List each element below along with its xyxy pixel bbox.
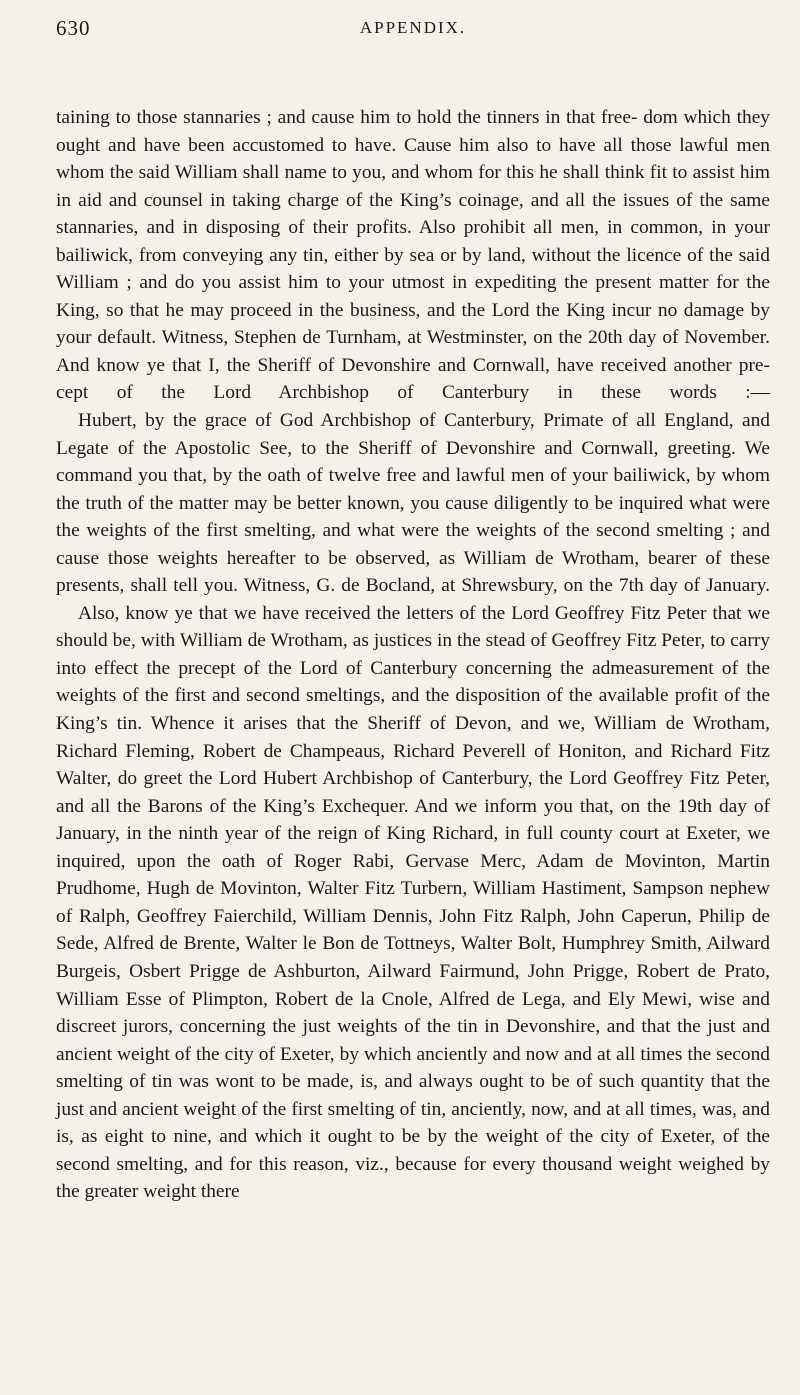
running-title: APPENDIX.: [359, 18, 467, 37]
paragraph-archbishop-writ: Hubert, by the grace of God Archbishop of Canterbury, Primate of all England, and Legate of the Apostolic See, to the Sheriff of Devonshire and Cornwall, greeting. We command you that, by the oath of twelve free and lawful men of your bailiwick, by whom the truth of the matter may be better known, you cause diligently to be inquired what were the weights of the first smelting, and what were the weights of the second smelting ; and cause those weights hereafter to be observed, as William de Wrotham, bearer of these presents, shall tell you. Witness, G. de Bocland, at Shrewsbury, on the 7th day of January.: [56, 410, 770, 597]
page-number: 630: [56, 16, 91, 40]
paragraph-precept-continued: taining to those stannaries ; and cause him to hold the tinners in that free- dom which they ought and have been accustomed to have. Cause him also to have all those lawful men whom the said William shall name to you, and whom for this he shall think fit to assist him in aid and counsel in taking charge of the King’s coinage, and all the issues of the same stannaries, and in disposing of their profits. Also prohibit all men, in common, in your bailiwick, from conveying any tin, either by sea or by land, without the licence of the said William ; and do you assist him to your utmost in expediting the present matter for the King, so that he may proceed in the business, and the Lord the King incur no damage by your default. Witness, Stephen de Turnham, at Westminster, on the 20th day of November. And know ye that I, the Sheriff of Devonshire and Cornwall, have received another pre- cept of the Lord Archbishop of Canterbury in these words :—: [56, 107, 770, 404]
running-head: [56, 0, 770, 60]
paragraph-jury-inquest: Also, know ye that we have received the letters of the Lord Geoffrey Fitz Peter that we should be, with William de Wrotham, as justices in the stead of Geoffrey Fitz Peter, to carry into effect the precept of the Lord of Canterbury concerning the admeasurement of the weights of the first and second smeltings, and the disposition of the available profit of the King’s tin. Whence it arises that the Sheriff of Devon, and we, William de Wrotham, Richard Fleming, Robert de Champeaus, Richard Peverell of Honiton, and Richard Fitz Walter, do greet the Lord Hubert Archbishop of Canterbury, the Lord Geoffrey Fitz Peter, and all the Barons of the King’s Exchequer. And we inform you that, on the 19th day of January, in the ninth year of the reign of King Richard, in full county court at Exeter, we inquired, upon the oath of Roger Rabi, Gervase Merc, Adam de Movinton, Martin Prudhome, Hugh de Movinton, Walter Fitz Turbern, William Hastiment, Sampson nephew of Ralph, Geoffrey Faierchild, William Dennis, John Fitz Ralph, John Caperun, Philip de Sede, Alfred de Brente, Walter le Bon de Tottneys, Walter Bolt, Humphrey Smith, Ailward Burgeis, Osbert Prigge de Ashburton, Ailward Fairmund, John Prigge, Robert de Prato, William Esse of Plimpton, Robert de la Cnole, Alfred de Lega, and Ely Mewi, wise and discreet jurors, concerning the just weights of the tin in Devonshire, and that the just and ancient weight of the city of Exeter, by which anciently and now and at all times the second smelting of tin was wont to be made, is, and always ought to be of such quantity that the just and ancient weight of the first smelting of tin, anciently, now, and at all times, was, and is, as eight to nine, and which it ought to be by the weight of the city of Exeter, of the second smelting, and for this reason, viz., because for every thousand weight weighed by the greater weight there: [56, 602, 770, 1203]
body-text: [56, 104, 770, 1206]
